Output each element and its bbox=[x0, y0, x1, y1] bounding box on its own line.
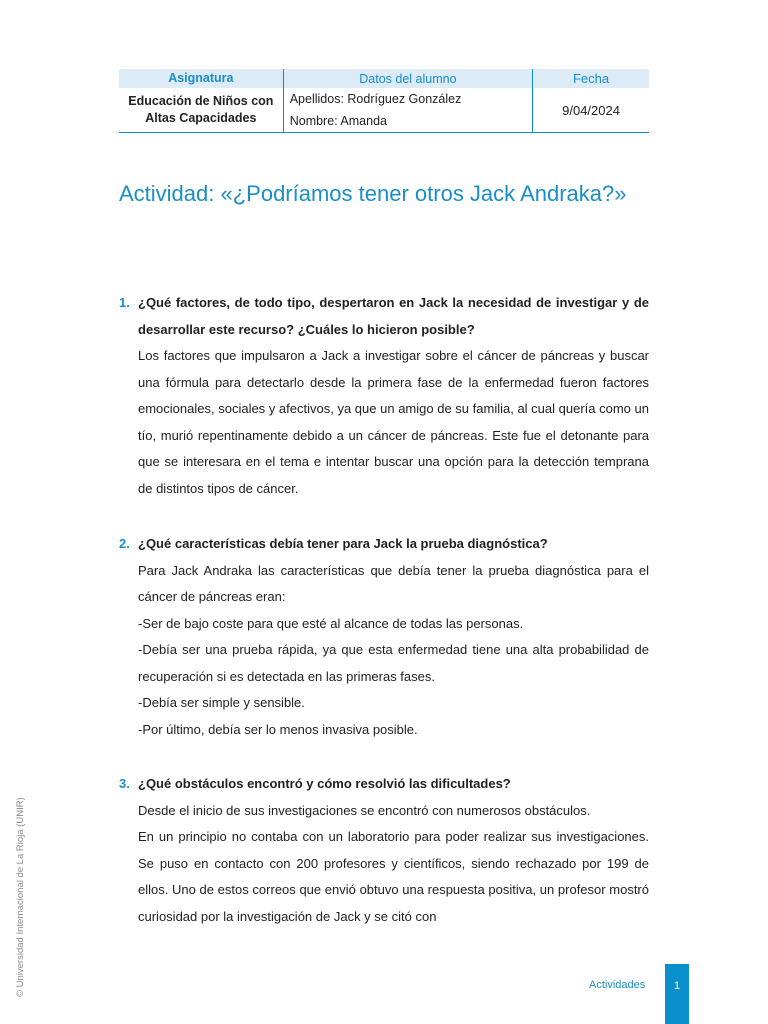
header-col-subject: Asignatura bbox=[119, 69, 283, 88]
name-line: Nombre: Amanda bbox=[289, 114, 387, 128]
answer-paragraph: -Debía ser una prueba rápida, ya que esta enfermedad tiene una alta probabilidad de recuperación si es detectada en las primeras fases. bbox=[138, 642, 649, 684]
date-value: 9/04/2024 bbox=[533, 88, 649, 133]
answer-paragraph: En un principio no contaba con un laboratorio para poder realizar sus investigaciones. Se puso en contacto con 200 profesores y científicos, siendo rechazado por 199 de ellos. Uno de estos correos que envió obtuvo una respuesta positiva, un profesor mostró curiosidad por la investigación de Jack y se citó con bbox=[138, 829, 649, 924]
question-title: ¿Qué características debía tener para Jack la prueba diagnóstica? bbox=[138, 536, 548, 551]
page-title: Actividad: «¿Podríamos tener otros Jack Andraka?» bbox=[119, 181, 627, 206]
copyright-side-text: © Universidad Internacional de La Rioja (UNIR) bbox=[15, 797, 26, 997]
answer-paragraph: Desde el inicio de sus investigaciones se encontró con numerosos obstáculos. bbox=[138, 802, 591, 818]
footer-section-label: Actividades bbox=[589, 979, 646, 991]
answer-paragraph: -Por último, debía ser lo menos invasiva posible. bbox=[138, 721, 418, 737]
surname-line: Apellidos: Rodríguez González bbox=[289, 92, 462, 106]
answer-paragraph: Los factores que impulsaron a Jack a investigar sobre el cáncer de páncreas y buscar una fórmula para detectarlo desde la primera fase de la enfermedad fueron factores emocionales, sociales y afectivos, ya que un amigo de su familia, al cual quería como un tío, murió repentinamente debido a un cáncer de páncreas. Este fue el detonante para que se interesara en el tema e intentar buscar una opción para la detección temprana de distintos tipos de cáncer. bbox=[138, 348, 649, 496]
question-title: ¿Qué factores, de todo tipo, despertaron en Jack la necesidad de investigar y de desarrollar este recurso? ¿Cuáles lo hicieron posible? bbox=[138, 295, 649, 337]
header-col-student: Datos del alumno bbox=[283, 69, 532, 88]
question-title: ¿Qué obstáculos encontró y cómo resolvió las dificultades? bbox=[138, 776, 511, 791]
question-number: 2. bbox=[119, 536, 130, 551]
page-number: 1 bbox=[665, 964, 689, 1024]
question-2 bbox=[119, 531, 649, 743]
subject-value: Educación de Niños con Altas Capacidades bbox=[119, 88, 283, 133]
question-number: 1. bbox=[119, 295, 130, 310]
question-number: 3. bbox=[119, 776, 130, 791]
answer-paragraph: -Debía ser simple y sensible. bbox=[138, 695, 305, 710]
header-col-date: Fecha bbox=[533, 69, 649, 88]
question-3 bbox=[119, 771, 649, 930]
header-table bbox=[119, 69, 649, 133]
student-data bbox=[283, 88, 532, 133]
question-1 bbox=[119, 290, 649, 502]
answer-paragraph: -Ser de bajo coste para que esté al alcance de todas las personas. bbox=[138, 615, 524, 631]
answer-paragraph: Para Jack Andraka las características que debía tener la prueba diagnóstica para el cáncer de páncreas eran: bbox=[138, 562, 649, 604]
